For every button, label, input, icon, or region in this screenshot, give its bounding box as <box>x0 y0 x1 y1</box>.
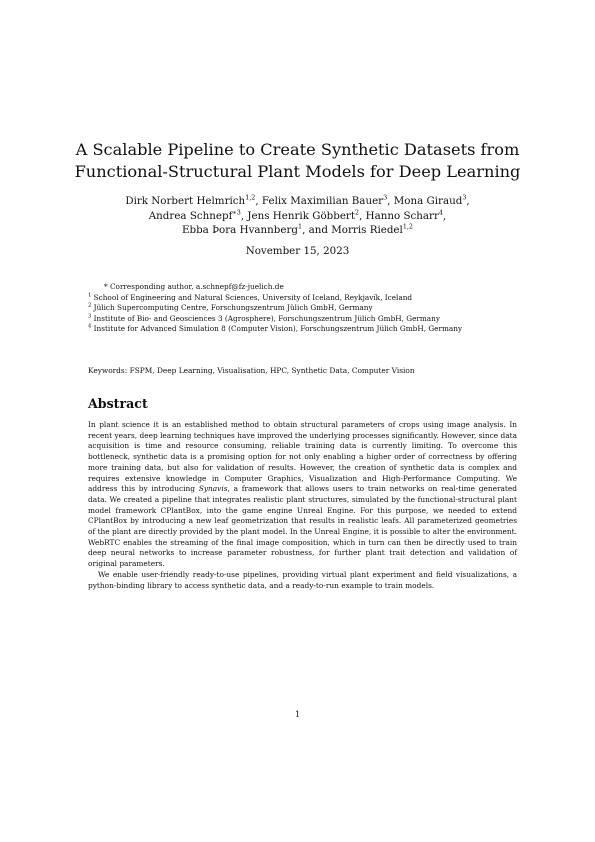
author: Dirk Norbert Helmrich$^{1,2}$, <box>125 193 262 207</box>
abstract-heading: Abstract <box>88 396 148 411</box>
affiliation: $^3$ Institute of Bio- and Geosciences 3 (Agrosphere), Forschungszentrum Jülich GmbH, Germany <box>88 313 440 323</box>
paper-title: A Scalable Pipeline to Create Synthetic Datasets from Functional-Structural Plant Models for Deep Learning <box>74 140 521 181</box>
author: Ebba Þora Hvannberg$^1$, and <box>181 222 332 237</box>
paper-date: November 15, 2023 <box>245 245 350 257</box>
author: Andrea Schnepf$^{∗3}$, <box>148 208 248 222</box>
affiliation: $^1$ School of Engineering and Natural Sciences, University of Iceland, Reykjavík, Iceland <box>88 292 413 302</box>
affiliation: $^2$ Jülich Supercomputing Centre, Forschungszentrum Jülich GmbH, Germany <box>88 302 373 313</box>
author: Hanno Scharr$^4$, <box>365 208 447 222</box>
author: Mona Giraud$^3$, <box>393 193 470 207</box>
keywords-line <box>88 366 518 376</box>
page-number: 1 <box>294 710 301 719</box>
abstract-body <box>88 420 517 591</box>
corresponding-author-note: * Corresponding author, a.schnepf@fz-juelich.de <box>104 282 284 291</box>
keywords-label: Keywords: <box>88 366 128 375</box>
abstract-paragraph: We enable user-friendly ready-to-use pipelines, providing virtual plant experiment and field visualizations, a python-binding library to access synthetic data, and a ready-to-run example to train models. <box>88 569 517 590</box>
keywords-text: FSPM, Deep Learning, Visualisation, HPC, Synthetic Data, Computer Vision <box>129 366 415 375</box>
abstract-paragraph: In plant science it is an established method to obtain structural parameters of crops using image analysis. In recent years, deep learning techniques have improved the underlying processes significantly. However, since data acquisition is time and resource consuming, reliable training data is currently limiting. To overcome this bottleneck, synthetic data is a promising option for not only enabling a higher order of correctness by offering more training data, but also for validation of results. However, the creation of synthetic data is complex and requires extensive knowledge in Computer Graphics, Visualization and High-Performance Computing. We address this by introducing Synavis, a framework that allows users to train networks on real-time generated data. We created a pipeline that integrates realistic plant structures, simulated by the functional-structural plant model framework CPlantBox, into the game engine Unreal Engine. For this purpose, we needed to extend CPlantBox by introducing a new leaf geometrization that results in realistic leafs. All parameterized geometries of the plant are directly provided by the plant model. In the Unreal Engine, it is possible to alter the environment. WebRTC enables the streaming of the final image composition, which in turn can then be directly used to train deep neural networks to increase parameter robustness, for further plant trait detection and validation of original parameters. <box>88 420 517 569</box>
affiliation: $^4$ Institute for Advanced Simulation 8 (Computer Vision), Forschungszentrum Jülich GmbH, Germany <box>88 323 463 334</box>
affiliation-list <box>88 282 518 335</box>
author: Felix Maximilian Bauer$^3$, <box>261 193 394 207</box>
author-list <box>60 194 535 238</box>
author: Jens Henrik Göbbert$^2$, <box>247 208 366 222</box>
author: Morris Riedel$^{1,2}$ <box>331 222 413 237</box>
